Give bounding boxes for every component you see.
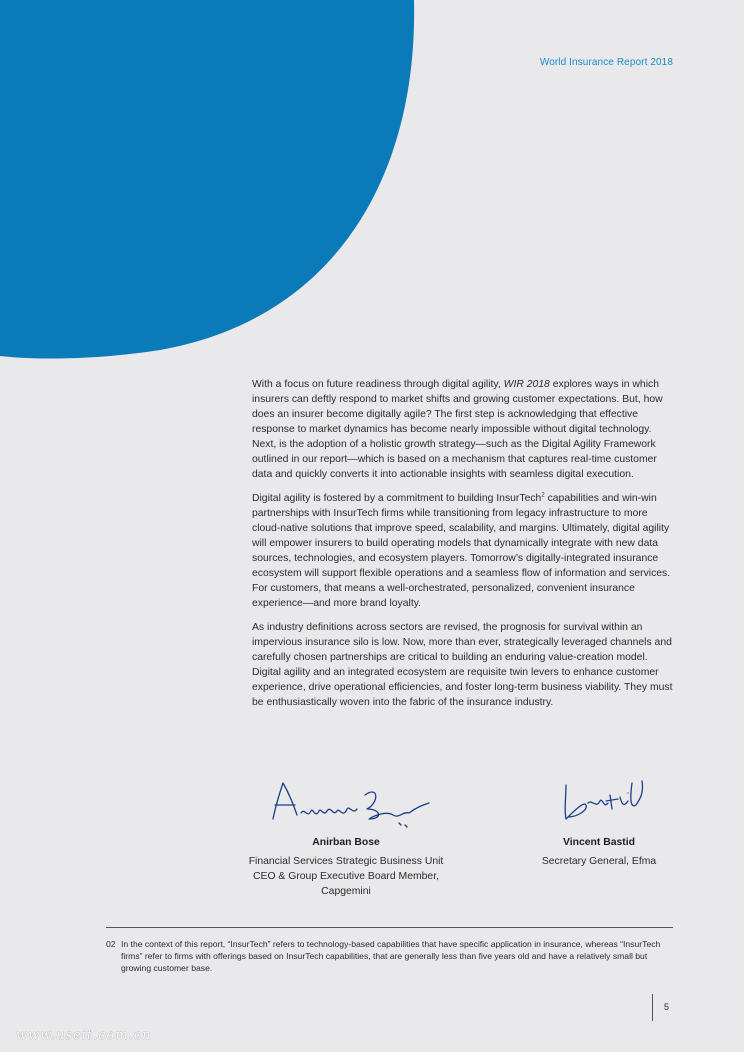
foreword-body [252, 377, 674, 719]
footnote-reference[interactable]: 2 [541, 492, 545, 499]
signatory-role: Secretary General, Efma [541, 856, 657, 867]
signatory-role: Financial Services Strategic Business Unit CEO & Group Executive Board Member, Capgemini [248, 856, 444, 897]
paragraph-1: With a focus on future readiness through digital agility, WIR 2018 explores ways in which insurers can deftly respond to market shifts and growing customer expectations. But, how does an insurer become digitally agile? The first step is acknowledging that effective response to market dynamics has become nearly impossible without digital technology. Next, is the adoption of a holistic growth strategy—such as the Digital Agility Framework outlined in our report—which is based on a mechanism that captures real-time customer data and quickly converts it into actionable insights with seamless digital execution. [252, 379, 663, 480]
paragraph-2: Digital agility is fostered by a commitment to building InsurTech$^2$ capabilities and win-win partnerships with InsurTech firms while transitioning from legacy infrastructure to more cloud-native solutions that improve speed, scalability, and margins. Ultimately, digital agility will empower insurers to build operating models that dynamically integrate with new data sources, technologies, and ecosystem players. Tomorrow’s digitally-integrated insurance ecosystem will support flexible operations and a seamless flow of information and services. For customers, that means a well-orchestrated, personalized, convenient insurance experience—and more brand loyalty. [252, 492, 671, 609]
signature-vincent-bastid [544, 775, 654, 833]
signature-anirban-bose [261, 775, 431, 833]
footnote-divider [106, 927, 673, 928]
page-number-divider [652, 994, 653, 1021]
watermark: www.useit.com.cn [16, 1028, 152, 1043]
footnote-number: 02 [106, 939, 116, 949]
footnote [106, 938, 676, 974]
signatory-name: Anirban Bose [312, 837, 380, 848]
report-title: World Insurance Report 2018 [539, 57, 673, 68]
paragraph-3: As industry definitions across sectors are revised, the prognosis for survival within an impervious insurance silo is low. Now, more than ever, strategically leveraged channels and carefully chosen partnerships are critical to building an enduring value-creation model. Digital agility and an integrated ecosystem are requisite twin levers to enhance customer experience, drive operational efficiencies, and foster long-term business viability. They must be enthusiastically woven into the fabric of the insurance industry. [252, 622, 673, 708]
page-number: 5 [664, 1002, 670, 1012]
signatory-vincent-bastid [515, 775, 683, 869]
signatory-anirban-bose [238, 775, 454, 899]
signatory-name: Vincent Bastid [563, 837, 635, 848]
footnote-text: In the context of this report, “InsurTech” refers to technology-based capabilities that have specific application in insurance, whereas “InsurTech firms” refer to firms with offerings based on InsurTech capabilities, that are generally less than five years old and have a relatively small but growing customer base. [121, 939, 661, 973]
